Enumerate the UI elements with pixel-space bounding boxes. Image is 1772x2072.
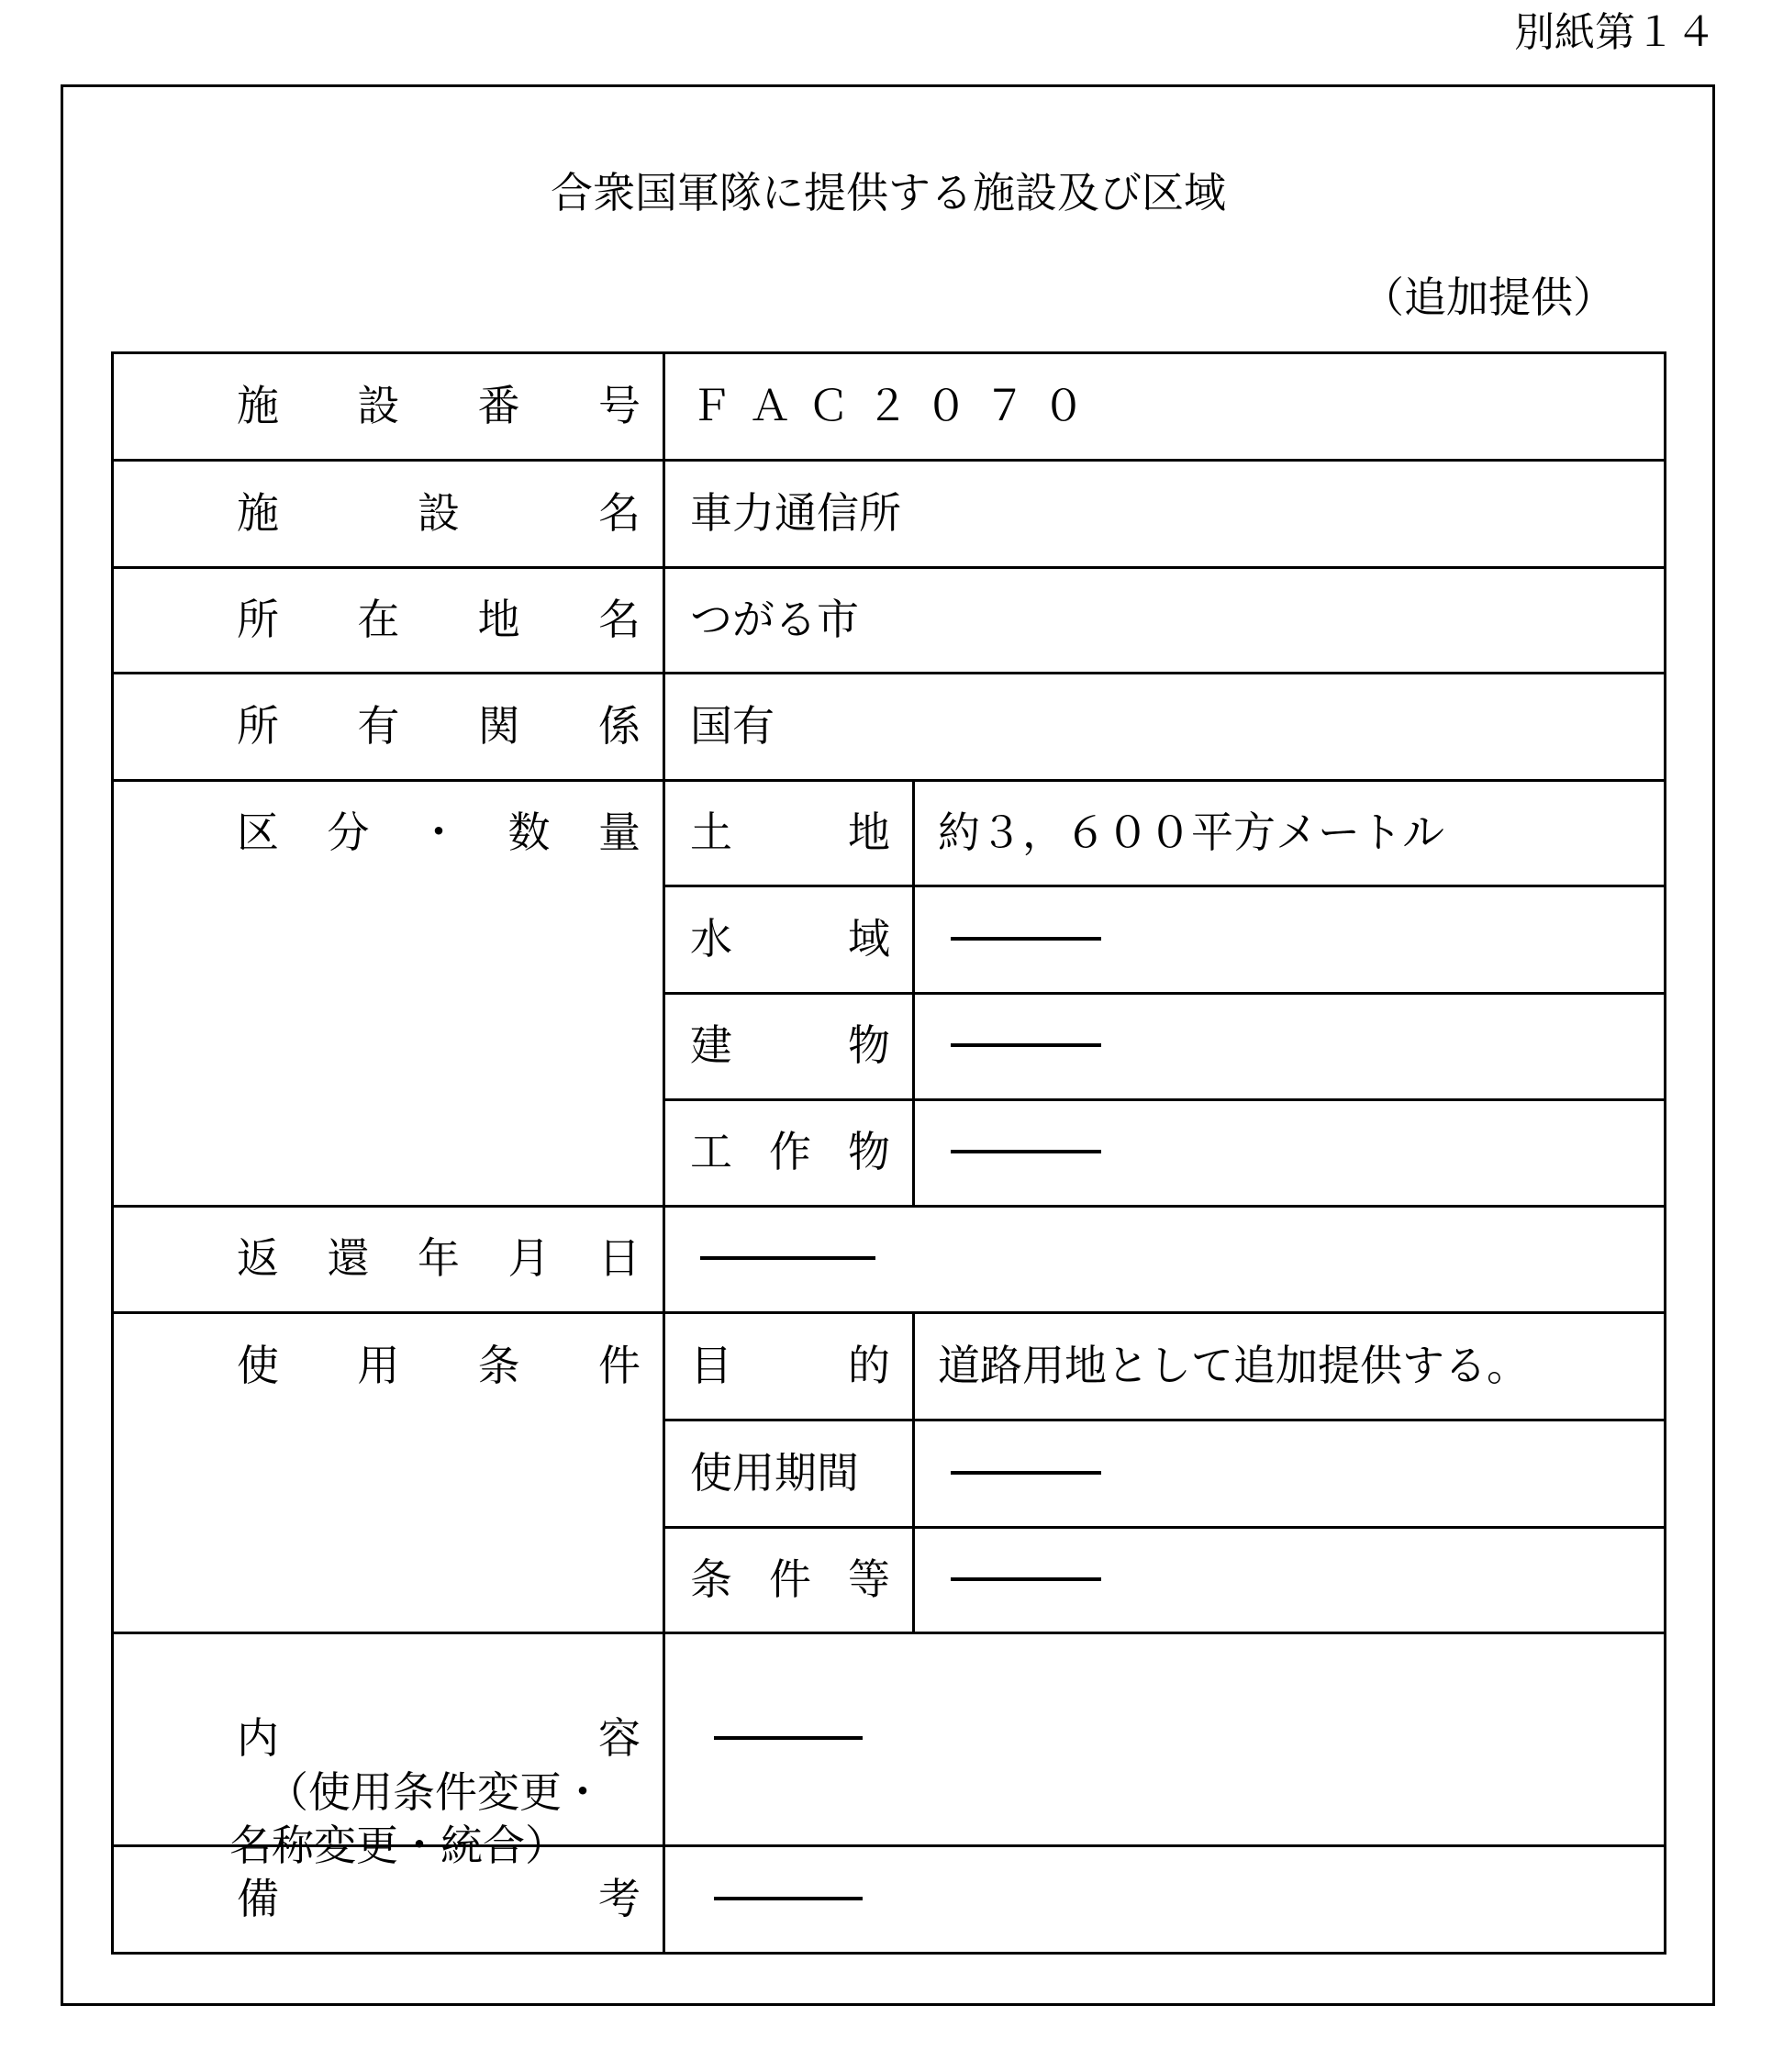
sub-row-divider <box>663 1419 1664 1421</box>
row-label <box>237 700 641 752</box>
row-label-char: 所 <box>237 594 279 644</box>
row-label-char: 所 <box>237 700 279 751</box>
row-label-note: （使用条件変更・ <box>266 1767 604 1817</box>
row-label-char: 地 <box>477 594 520 644</box>
row-label-char: 在 <box>357 594 400 644</box>
row-label-char: 施 <box>237 487 279 538</box>
row-label-char: 年 <box>418 1233 460 1283</box>
sub-label-char: 工 <box>690 1127 732 1176</box>
row-value: 車力通信所 <box>690 487 901 538</box>
row-label-char: 号 <box>597 380 641 430</box>
annex-number: 別紙第１４ <box>1514 9 1716 56</box>
row-label-char: 有 <box>357 700 400 751</box>
row-label-char: 量 <box>598 807 641 857</box>
row-label-char: 番 <box>477 380 520 430</box>
sub-value: 約３，６００平方メートル <box>938 807 1444 857</box>
sub-row-divider <box>663 1098 1664 1101</box>
row-label-char: 備 <box>237 1873 279 1923</box>
row-label-char: 条 <box>477 1340 520 1390</box>
sub-label <box>690 913 890 964</box>
dash-placeholder <box>700 1256 875 1260</box>
table-border-top <box>111 351 1666 354</box>
sub-label-char: 域 <box>848 913 890 964</box>
row-label-char: 返 <box>237 1233 279 1283</box>
document-subtitle: （追加提供） <box>1362 273 1615 322</box>
row-label <box>237 1232 641 1284</box>
sub-label-char: 土 <box>690 807 732 857</box>
row-label-char: 内 <box>237 1713 279 1763</box>
row-label-char: 月 <box>507 1233 551 1283</box>
sub-label <box>690 807 890 858</box>
sub-row-divider <box>663 885 1664 887</box>
document-title: 合衆国軍隊に提供する施設及び区域 <box>551 168 1226 217</box>
row-value: 国有 <box>690 700 775 751</box>
sub-label-char: 地 <box>848 807 890 857</box>
sub-label <box>690 1554 890 1605</box>
row-label-char: 分 <box>327 807 370 857</box>
row-label-char: 設 <box>357 380 400 430</box>
sub-label-char: 物 <box>848 1127 890 1176</box>
dash-placeholder <box>951 1577 1101 1581</box>
row-label-char: 名 <box>597 594 641 644</box>
sub-label <box>690 1019 890 1071</box>
sub-label-char: 等 <box>848 1554 890 1604</box>
dash-placeholder <box>714 1897 863 1900</box>
table-border-left <box>111 351 114 1955</box>
row-label-char: 数 <box>507 807 551 857</box>
row-label <box>237 1340 641 1391</box>
row-divider <box>111 1205 1664 1208</box>
row-label-char: ・ <box>418 807 460 857</box>
sub-row-divider <box>663 992 1664 995</box>
sub-label <box>690 1340 890 1391</box>
sub-label-char: 建 <box>690 1020 732 1070</box>
row-value: ＦＡＣ２０７０ <box>690 380 1101 430</box>
row-label <box>237 807 641 858</box>
row-label <box>237 1873 641 1924</box>
sub-value: 道路用地として追加提供する。 <box>938 1340 1529 1390</box>
row-label-char: 日 <box>598 1233 641 1283</box>
row-label-char: 関 <box>477 700 520 751</box>
sub-label-char: 作 <box>769 1127 811 1176</box>
row-label-note: 名称変更・統合） <box>229 1821 567 1870</box>
column-divider <box>663 351 665 1955</box>
sub-label-char: 物 <box>848 1020 890 1070</box>
row-label-char: 施 <box>237 380 279 430</box>
row-label-char: 区 <box>237 807 279 857</box>
row-label <box>237 487 641 539</box>
row-divider <box>111 1311 1664 1314</box>
row-label-char: 考 <box>598 1873 641 1923</box>
row-label-char: 使 <box>237 1340 279 1390</box>
table-border-right <box>1664 351 1666 1955</box>
sub-label-char: 条 <box>690 1554 732 1604</box>
row-label <box>237 594 641 645</box>
row-label-char: 係 <box>597 700 641 751</box>
sub-label-char: 使用期間 <box>690 1447 859 1498</box>
row-label-char: 設 <box>418 487 460 538</box>
row-divider <box>111 566 1664 569</box>
row-value: つがる市 <box>690 594 859 644</box>
sub-label <box>690 1447 890 1498</box>
sub-label-char: 目 <box>690 1340 732 1390</box>
dash-placeholder <box>951 1043 1101 1047</box>
sub-row-divider <box>663 1526 1664 1529</box>
dash-placeholder <box>951 1150 1101 1153</box>
row-divider <box>111 459 1664 462</box>
row-label <box>237 1712 641 1764</box>
dash-placeholder <box>951 1471 1101 1475</box>
sub-column-divider <box>912 1311 915 1632</box>
table-border-bottom <box>111 1952 1666 1955</box>
row-divider <box>111 672 1664 674</box>
sub-label-char: 水 <box>690 913 732 964</box>
row-label-char: 件 <box>597 1340 641 1390</box>
dash-placeholder <box>714 1736 863 1740</box>
sub-label-char: 的 <box>848 1340 890 1390</box>
row-label-char: 還 <box>327 1233 370 1283</box>
sub-label <box>690 1126 890 1177</box>
row-label-char: 用 <box>357 1340 400 1390</box>
sub-label-char: 件 <box>769 1554 811 1604</box>
dash-placeholder <box>951 937 1101 941</box>
row-divider <box>111 1632 1664 1634</box>
row-divider <box>111 779 1664 782</box>
row-label-char: 容 <box>598 1713 641 1763</box>
row-label <box>237 380 641 431</box>
row-label-char: 名 <box>598 487 641 538</box>
